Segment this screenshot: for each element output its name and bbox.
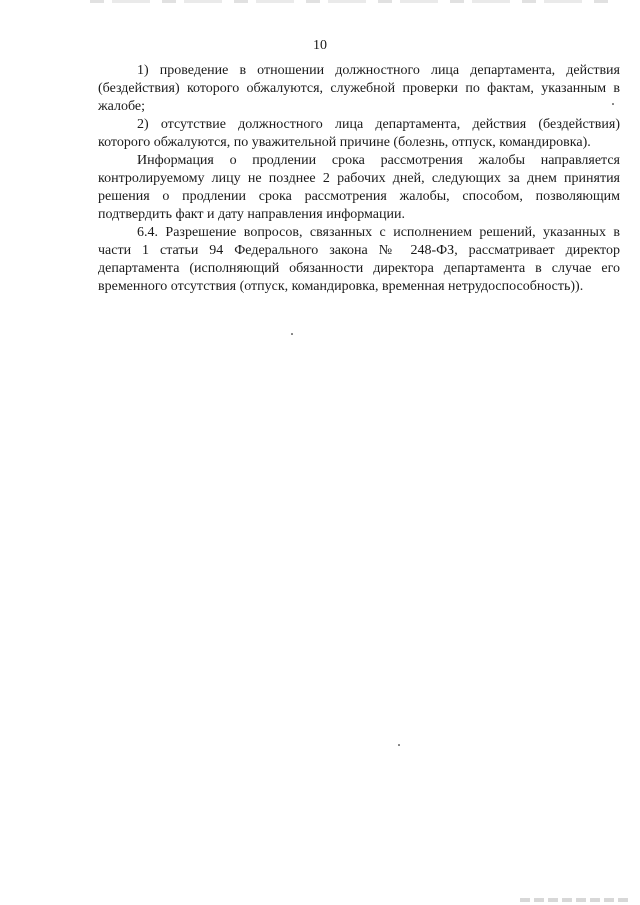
page-number: 10 xyxy=(313,38,327,53)
scan-speck xyxy=(291,333,293,335)
paragraph-extension-info: Информация о продлении срока рассмотрения жалобы направляется контролируемому лицу не позднее 2 рабочих дней, следующих за днем принятия решения о продлении срока рассмотрения жалобы, способом, позволяющим подтвердить факт и дату направления информации. xyxy=(98,153,620,222)
document-body xyxy=(98,62,620,296)
paragraph-item-1: 1) проведение в отношении должностного лица департамента, действия (бездействия) которого обжалуются, служебной проверки по фактам, указанным в жалобе; xyxy=(98,63,620,114)
paragraph-section-6-4: 6.4. Разрешение вопросов, связанных с исполнением решений, указанных в части 1 статьи 94 Федерального закона № 248-ФЗ, рассматривает директор департамента (исполняющий обязанности директора департамента в случае его временного отсутствия (отпуск, командировка, временная нетрудоспособность)). xyxy=(98,225,620,294)
scan-speck xyxy=(398,744,400,746)
paragraph-item-2: 2) отсутствие должностного лица департамента, действия (бездействия) которого обжалуются, по уважительной причине (болезнь, отпуск, командировка). xyxy=(98,117,620,150)
scan-artifact-bottom xyxy=(520,898,632,902)
scan-artifact-top xyxy=(90,0,610,3)
